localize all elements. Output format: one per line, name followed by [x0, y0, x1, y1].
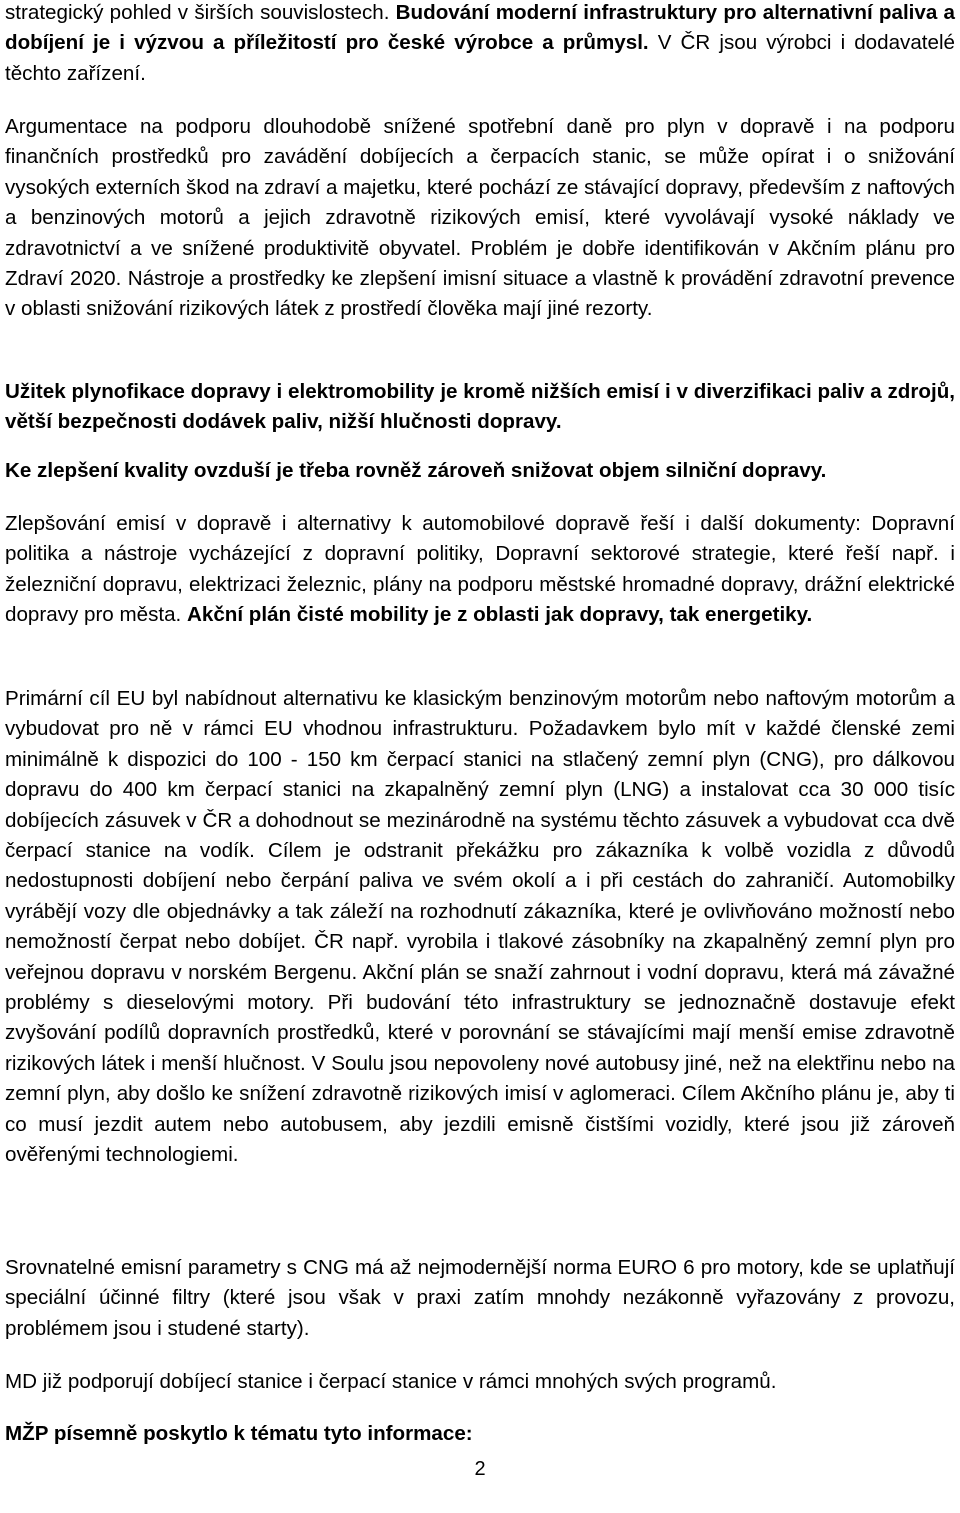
paragraph-argumentation: Argumentace na podporu dlouhodobě snížené spotřební daně pro plyn v dopravě i na podporu finančních prostředků pro zavádění dobíjecích a čerpacích stanic, se může opírat i o snižování vysokých externích škod na zdraví a majetku, které pochází ze stávající dopravy, především z naftových a benzinových motorů a jejich zdravotně rizikových emisí, které vyvolávají vysoké náklady ve zdravotnictví a ve snížené produktivitě obyvatel. Problém je dobře identifikován v Akčním plánu pro Zdraví 2020. Nástroje a prostředky ke zlepšení imisní situace a vlastně k provádění zdravotní prevence v oblasti snižování rizikových látek z prostředí člověka mají jiné rezorty. — [5, 115, 955, 321]
paragraph-emissions-policy — [5, 509, 955, 631]
page-number: 2 — [474, 1458, 486, 1480]
paragraph-benefit: Užitek plynofikace dopravy i elektromobility je kromě nižších emisí i v diverzifikaci paliv a zdrojů, větší bezpečnosti dodávek paliv, nižší hlučnosti dopravy. — [5, 380, 955, 434]
paragraph-emissions-policy-text: Zlepšování emisí v dopravě i alternativy k automobilové dopravě řeší i další dokumenty: Dopravní politika a nástroje vycházející z dopravní politiky, Dopravní sektorové strategie, které řeší např. i železniční dopravu, elektrizaci železnic, plány na podporu městské hromadné dopravy, drážní elektrické dopravy pro města. — [5, 512, 955, 627]
paragraph-intro-text: strategický pohled v širších souvislostech. — [5, 1, 396, 24]
paragraph-euro6: Srovnatelné emisní parametry s CNG má až nejmodernější norma EURO 6 pro motory, kde se uplatňují speciální účinné filtry (které jsou však v praxi zatím mnohdy nezákonně vyřazovány z provozu, problémem jsou i studené starty). — [5, 1256, 955, 1340]
paragraph-intro — [5, 0, 955, 89]
paragraph-intro-bold: Budování moderní infrastruktury pro alternativní paliva a dobíjení je i výzvou a příležitostí pro české výrobce a průmysl. — [5, 1, 956, 55]
paragraph-md-support: MD již podporují dobíjecí stanice i čerpací stanice v rámci mnohých svých programů. — [5, 1370, 777, 1393]
paragraph-mzp-heading: MŽP písemně poskytlo k tématu tyto informace: — [5, 1422, 473, 1445]
paragraph-air-quality: Ke zlepšení kvality ovzduší je třeba rovněž zároveň snižovat objem silniční dopravy. — [5, 459, 827, 482]
paragraph-emissions-policy-bold: Akční plán čisté mobility je z oblasti jak dopravy, tak energetiky. — [187, 603, 813, 627]
paragraph-intro-tail: V ČR jsou výrobci i dodavatelé těchto zařízení. — [5, 31, 955, 85]
paragraph-eu-goal: Primární cíl EU byl nabídnout alternativu ke klasickým benzinovým motorům nebo naftovým motorům a vybudovat pro ně v rámci EU vhodnou infrastrukturu. Požadavkem bylo mít v každé členské zemi minimálně k dispozici do 100 - 150 km čerpací stanici na stlačený zemní plyn (CNG), pro dálkovou dopravu do 400 km čerpací stanici na zkapalněný zemní plyn (LNG) a instalovat cca 30 000 tisíc dobíjecích zásuvek v ČR a dohodnout se mezinárodně na systému těchto zásuvek a vybudovat cca dvě čerpací stanice na vodík. Cílem je odstranit překážku pro zákazníka k volbě vozidla z důvodů nedostupnosti dobíjení nebo čerpání paliva ve svém okolí a i při cestách do zahraničí. Automobilky vyrábějí vozy dle objednávky a tak záleží na rozhodnutí zákazníka, které je ovlivňováno možností nebo nemožností čerpat nebo dobíjet. ČR např. vyrobila i tlakové zásobníky na zkapalněný zemní plyn pro veřejnou dopravu v norském Bergenu. Akční plán se snaží zahrnout i vodní dopravu, která má závažné problémy s dieselovými motory. Při budování této infrastruktury se jednoznačně dostavuje efekt zvyšování podílů dopravních prostředků, které v porovnání se stávajícími mají menší emise zdravotně rizikových látek i menší hlučnost. V Soulu jsou nepovoleny nové autobusy jiné, než na elektřinu nebo na zemní plyn, aby došlo ke snížení zdravotně rizikových imisí v aglomeraci. Cílem Akčního plánu je, aby ti co musí jezdit autem nebo autobusem, aby jezdili emisně čistšími vozidly, které jsou již zároveň ověřenými technologiemi. — [5, 687, 955, 1167]
